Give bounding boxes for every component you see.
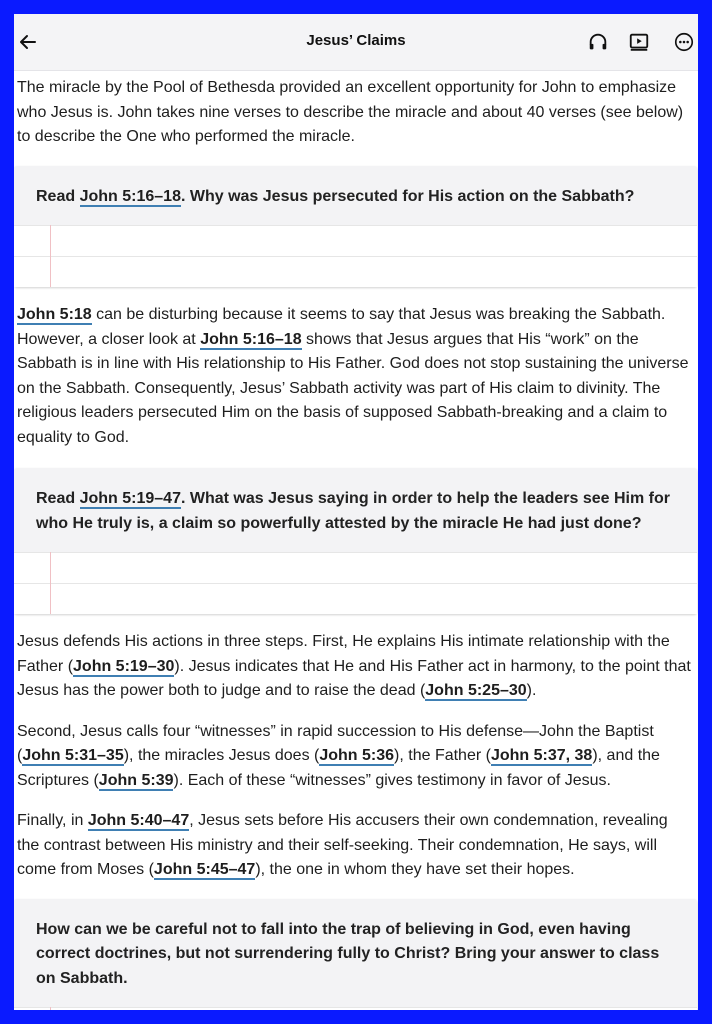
scripture-link[interactable]: John 5:19–47 [79, 490, 181, 507]
scripture-link[interactable]: John 5:19–30 [73, 657, 175, 675]
scripture-link[interactable]: John 5:16–18 [200, 330, 302, 348]
paragraph-text: ). Each of these “witnesses” gives testimony in favor of Jesus. [173, 771, 611, 789]
scripture-link[interactable]: John 5:31–35 [22, 747, 124, 764]
headphones-icon [587, 31, 609, 53]
answer-line [14, 256, 697, 287]
scripture-link[interactable]: John 5:45–47 [153, 861, 256, 878]
paragraph-text: ), and the Scriptures ( [17, 747, 660, 789]
question-2-text [14, 468, 697, 552]
scripture-link[interactable]: John 5:18 [17, 306, 92, 323]
margin-rule [50, 225, 51, 287]
audio-button[interactable] [587, 31, 609, 53]
answer-line [14, 225, 697, 256]
question-box-1 [14, 166, 697, 288]
margin-rule [50, 1007, 51, 1010]
video-button[interactable] [628, 31, 650, 53]
answer-line [14, 1007, 697, 1010]
paragraph-intro: The miracle by the Pool of Bethesda provided an excellent opportunity for John to emphasize who Jesus is. John takes nine verses to describe the miracle and about 40 verses (see below) to describe the One who performed the miracle. [17, 79, 684, 145]
paragraph-text: ), the one in whom they have set their hopes. [255, 861, 575, 878]
scripture-link[interactable]: John 5:39 [98, 771, 174, 789]
paragraph-sabbath [17, 303, 693, 450]
page-title: Jesus’ Claims [306, 32, 406, 49]
paragraph-text: ). [526, 682, 537, 699]
scripture-link[interactable]: John 5:40–47 [87, 812, 190, 829]
more-options-icon [673, 31, 695, 53]
question-box-2 [14, 468, 697, 614]
paragraph-text: ), the Father ( [394, 747, 491, 764]
paragraph-text: ), the miracles Jesus does ( [123, 747, 320, 764]
answer-area-1[interactable] [14, 225, 697, 287]
paragraph-text: Jesus defends His actions in three steps. First, He explains His intimate relationship with the Father ( [17, 633, 670, 675]
answer-area-3[interactable] [14, 1007, 697, 1010]
app-frame [14, 14, 698, 1010]
question-3-text: How can we be careful not to fall into the trap of believing in God, even having correct doctrines, but not surrendering fully to Christ? Bring your answer to class on Sabbath. [36, 920, 660, 987]
paragraph-text: Finally, in [17, 812, 88, 829]
paragraph-text: ). Jesus indicates that He and His Father act in harmony, to the point that Jesus has the power both to judge and to raise the dead ( [17, 657, 691, 699]
question-2-body: . What was Jesus saying in order to help the leaders see Him for who He truly is, a claim so powerfully attested by the miracle He had just done? [36, 490, 670, 532]
question-1-body: . Why was Jesus persecuted for His action on the Sabbath? [180, 187, 635, 205]
question-box-3 [14, 899, 697, 1011]
top-bar [14, 14, 698, 71]
question-1-text [14, 166, 697, 226]
paragraph-condemnation [17, 809, 693, 883]
scripture-link[interactable]: John 5:37, 38 [490, 747, 593, 764]
paragraph-text: Second, Jesus calls four “witnesses” in rapid succession to His defense—John the Baptist ( [17, 722, 654, 764]
paragraph-witnesses [17, 720, 693, 794]
paragraph-text: shows that Jesus argues that His “work” on the Sabbath is in line with His relationship to His Father. God does not stop sustaining the universe on the Sabbath. Consequently, Jesus’ Sabbath activity was part of His claim to divinity. The religious leaders persecuted Him on the basis of supposed Sabbath-breaking and a claim to equality to God. [17, 330, 689, 446]
paragraph-text: can be disturbing because it seems to say that Jesus was breaking the Sabbath. However, a closer look at [17, 306, 666, 348]
lesson-content [17, 70, 693, 1010]
answer-line [14, 583, 697, 614]
question-1-lead: Read [36, 187, 80, 205]
scripture-link[interactable]: John 5:16–18 [79, 187, 181, 205]
play-video-icon [628, 31, 650, 53]
paragraph-three-steps [17, 630, 693, 704]
scripture-link[interactable]: John 5:25–30 [425, 682, 527, 699]
answer-area-2[interactable] [14, 552, 697, 614]
scripture-link[interactable]: John 5:36 [319, 747, 395, 764]
paragraph-text: , Jesus sets before His accusers their own condemnation, revealing the contrast between His ministry and their self-seeking. Their condemnation, He says, will come from Moses ( [17, 812, 668, 878]
more-options-button[interactable] [673, 31, 695, 53]
margin-rule [50, 552, 51, 614]
answer-line [14, 552, 697, 583]
question-2-lead: Read [36, 490, 80, 507]
